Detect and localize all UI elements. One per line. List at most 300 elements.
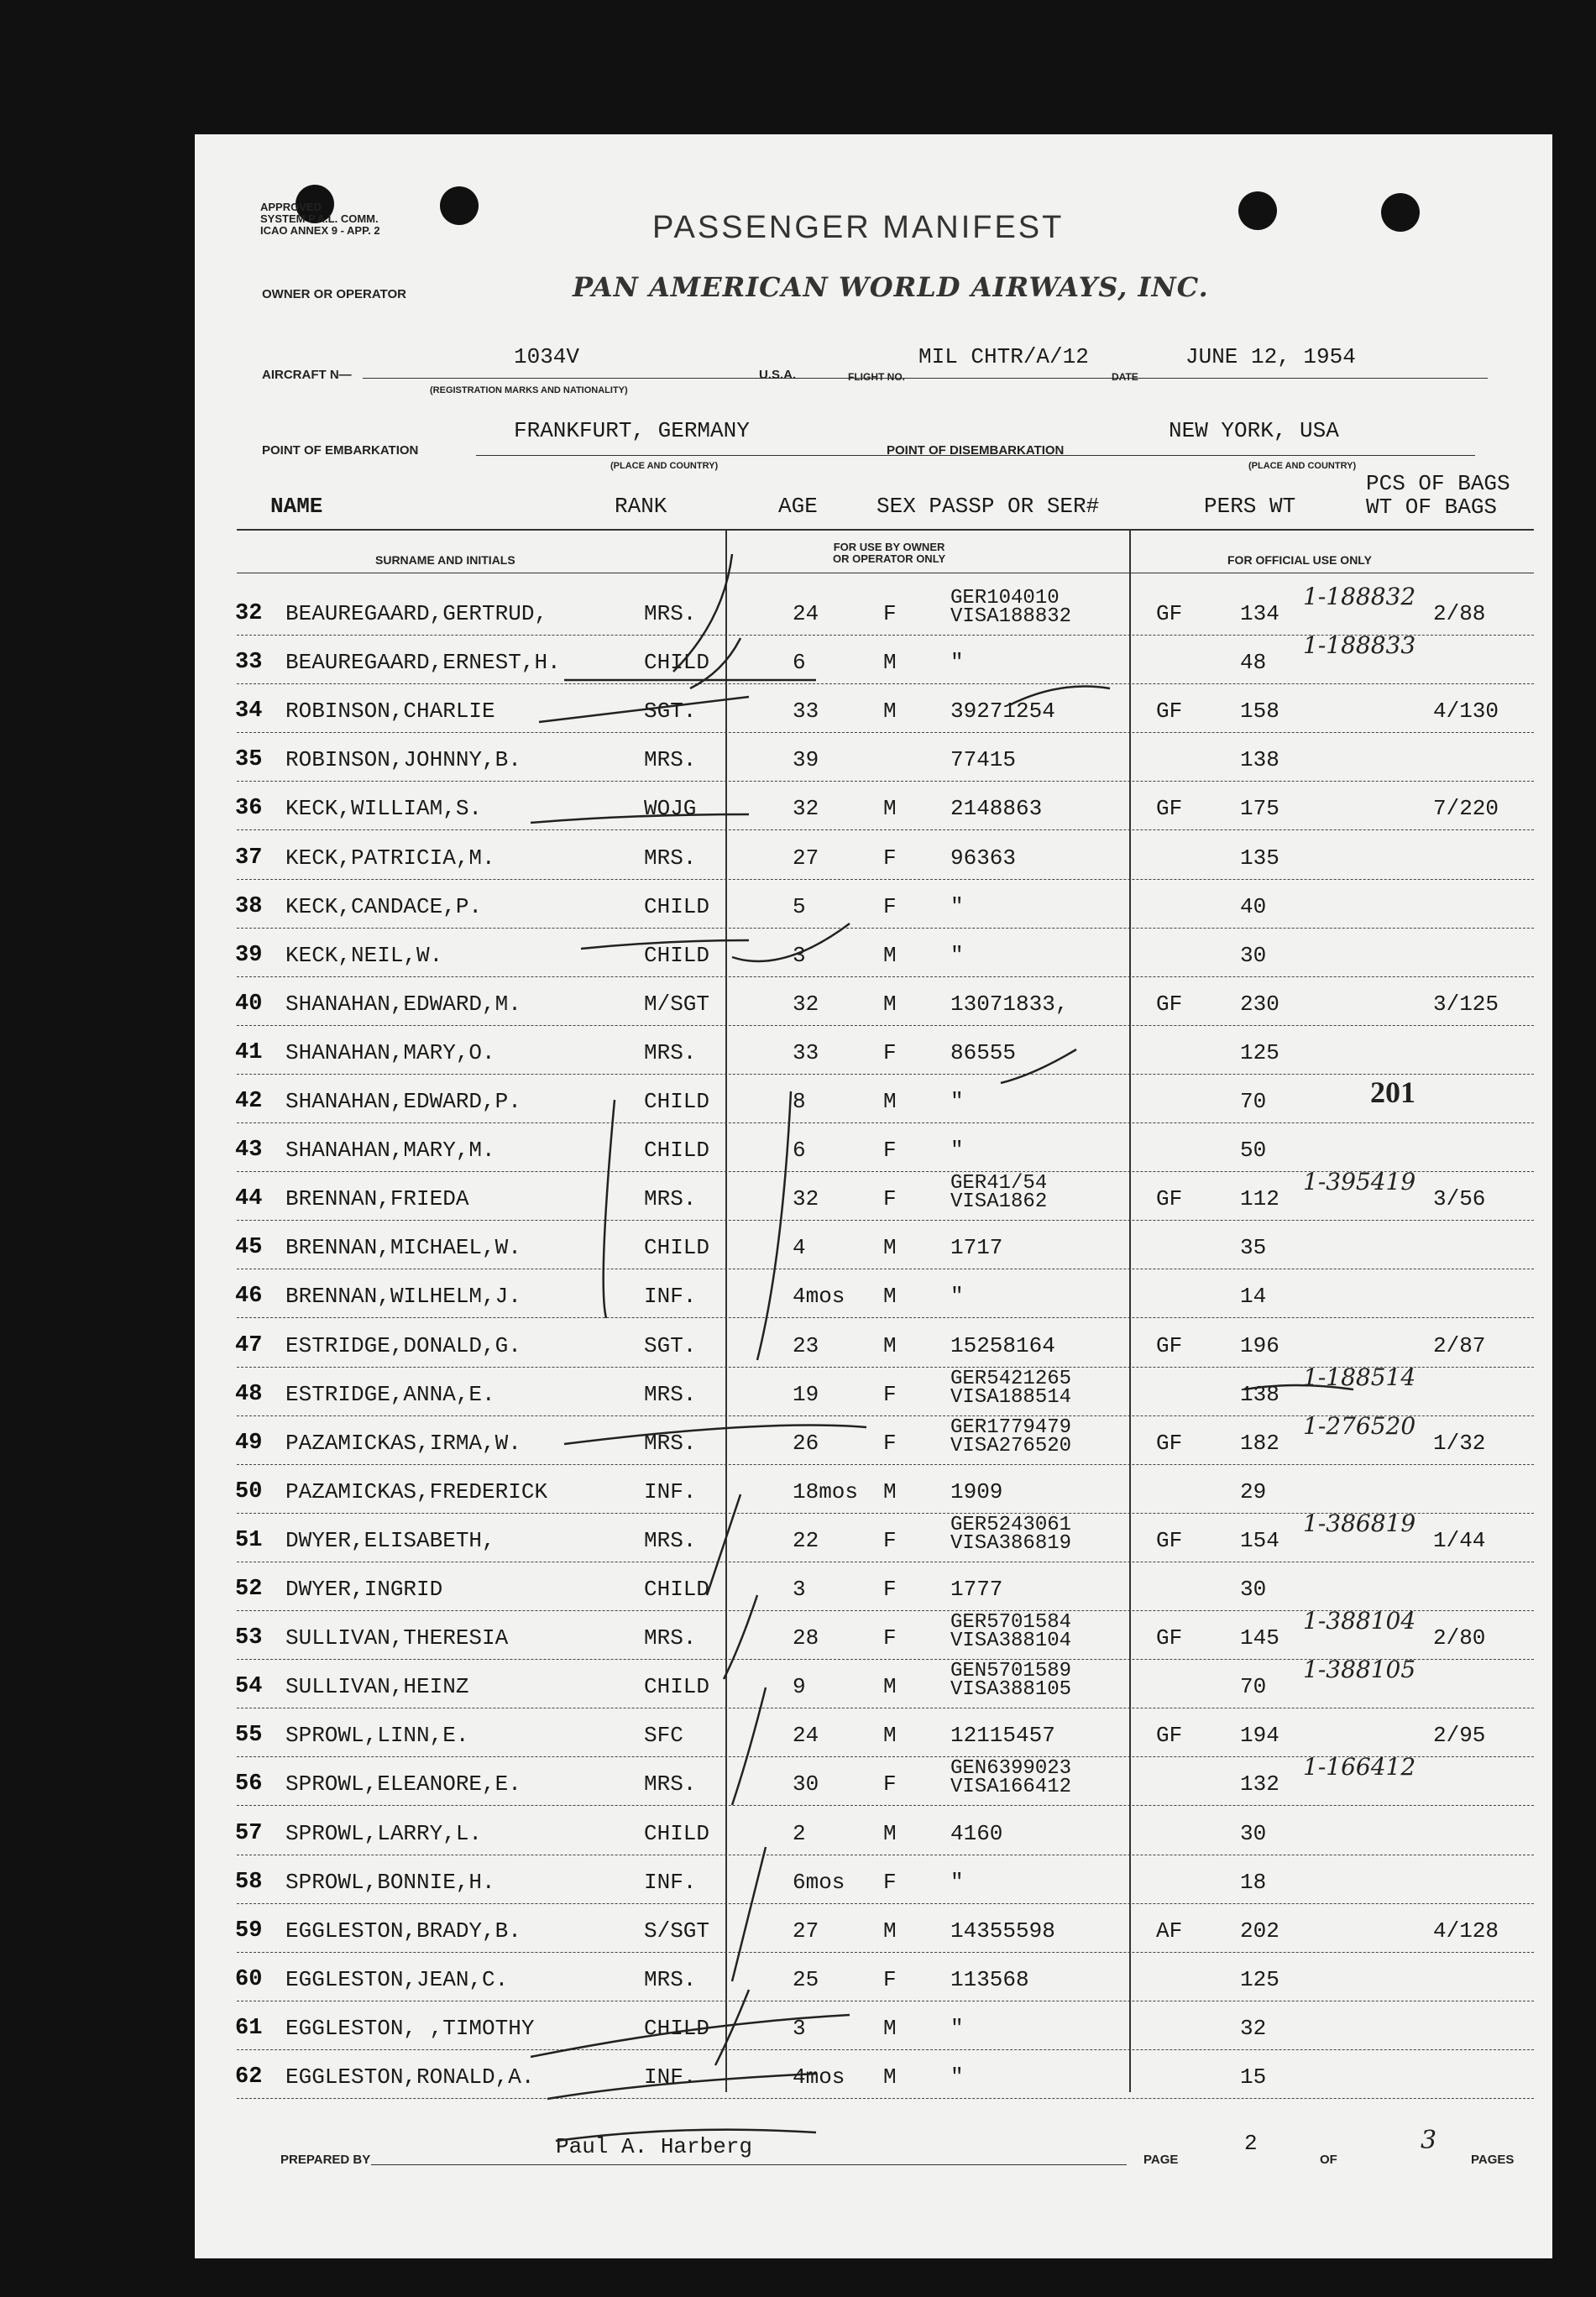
age: 4 (793, 1235, 806, 1261)
usa-label: U.S.A. (759, 368, 797, 382)
sex: M (883, 1089, 897, 1114)
age: 6mos (793, 1869, 845, 1895)
rank: CHILD (644, 1138, 710, 1164)
passport-line-1: " (950, 1138, 964, 1164)
personal-weight: 194 (1240, 1723, 1279, 1749)
row-number: 40 (235, 991, 263, 1017)
passport-number (950, 1235, 1002, 1260)
row-number: 33 (235, 650, 263, 676)
personal-weight: 132 (1240, 1771, 1279, 1797)
passenger-name: SHANAHAN,MARY,O. (285, 1039, 495, 1065)
passport-line-2: VISA166412 (950, 1776, 1072, 1799)
sex: M (883, 1918, 897, 1944)
handwritten-note: 1-388105 (1303, 1656, 1416, 1684)
row-rule (237, 2098, 1534, 2099)
passport-number (950, 650, 964, 675)
row-rule (237, 976, 1534, 977)
passenger-name: SULLIVAN,HEINZ (285, 1674, 469, 1700)
row-rule (237, 1317, 1534, 1318)
passport-line-1: " (950, 2015, 964, 2041)
sex: F (883, 1527, 897, 1553)
place-note-2: (PLACE AND COUNTRY) (1248, 461, 1357, 471)
rank: CHILD (644, 893, 710, 919)
passport-line-1: " (950, 1869, 964, 1895)
rank: CHILD (644, 1577, 710, 1602)
passport-line-1: 1909 (950, 1478, 1003, 1504)
passport-line-1: 1717 (950, 1235, 1003, 1261)
personal-weight: 15 (1240, 2064, 1267, 2090)
passenger-name: KECK,PATRICIA,M. (285, 845, 495, 871)
passport-number (950, 1333, 1055, 1358)
personal-weight: 30 (1240, 1577, 1267, 1602)
passenger-name: ROBINSON,CHARLIE (285, 699, 495, 725)
passenger-name: SPROWL,LINN,E. (285, 1723, 469, 1749)
passport-line-2: VISA388105 (950, 1678, 1072, 1702)
page-label: PAGE (1143, 2153, 1179, 2167)
passenger-name: SHANAHAN,MARY,M. (285, 1138, 495, 1164)
registration-note: (REGISTRATION MARKS AND NATIONALITY) (430, 385, 628, 395)
bags: 4/130 (1433, 699, 1499, 725)
age: 32 (793, 1186, 819, 1212)
sex: M (883, 2015, 897, 2041)
age: 33 (793, 699, 819, 725)
sex: M (883, 1332, 897, 1358)
sex: M (883, 1478, 897, 1504)
passenger-name: PAZAMICKAS,FREDERICK (285, 1478, 548, 1504)
personal-weight: 125 (1240, 1039, 1279, 1065)
sex: F (883, 601, 897, 626)
passenger-name: SULLIVAN,THERESIA (285, 1625, 509, 1651)
row-number: 48 (235, 1381, 263, 1407)
flight-rule (950, 378, 1488, 379)
row-rule (237, 1074, 1534, 1075)
age: 33 (793, 1039, 819, 1065)
page-title: PASSENGER MANIFEST (652, 210, 1065, 245)
passport-line-2: VISA388104 (950, 1630, 1072, 1653)
table-row (195, 1168, 1552, 1228)
passport-number (950, 1138, 964, 1163)
passport-number (950, 1611, 1072, 1653)
handwritten-note: 1-166412 (1303, 1753, 1416, 1782)
passenger-name: EGGLESTON,JEAN,C. (285, 1966, 509, 1992)
sex: M (883, 991, 897, 1017)
passport-line-1: " (950, 1284, 964, 1310)
prepared-rule (371, 2164, 1127, 2165)
passport-number (950, 1757, 1072, 1799)
table-row (195, 631, 1552, 692)
table-row (195, 985, 1552, 1033)
personal-weight: 112 (1240, 1186, 1279, 1212)
aircraft-value: 1034V (514, 344, 580, 369)
table-row (195, 887, 1552, 936)
row-rule (237, 1805, 1534, 1806)
passport-number (950, 845, 1016, 871)
personal-weight: 30 (1240, 942, 1267, 968)
approval-block: APPROVED SYSTEM P.A.L. COMM. ICAO ANNEX 9 - APP. 2 (260, 201, 380, 237)
sex: F (883, 1625, 897, 1651)
passport-number (950, 1918, 1055, 1944)
personal-weight: 48 (1240, 650, 1267, 676)
page-total: 3 (1421, 2126, 1437, 2155)
rank: CHILD (644, 1674, 710, 1700)
col-name: NAME (270, 494, 323, 519)
passport-number (950, 1577, 1002, 1602)
sex: M (883, 1235, 897, 1261)
sub-owner-line-1: FOR USE BY OWNER (833, 541, 945, 553)
date-value: JUNE 12, 1954 (1185, 344, 1356, 369)
row-rule (237, 1122, 1534, 1123)
passport-number (950, 1967, 1029, 1992)
bags: 3/125 (1433, 991, 1499, 1017)
row-rule (237, 829, 1534, 830)
personal-weight: 70 (1240, 1674, 1267, 1700)
passenger-name: SPROWL,LARRY,L. (285, 1820, 483, 1846)
gf-code: AF (1156, 1918, 1183, 1944)
manifest-page (195, 134, 1552, 2258)
passport-number (950, 589, 1071, 626)
bags: 2/95 (1433, 1723, 1486, 1749)
row-number: 45 (235, 1235, 263, 1261)
punch-hole (1381, 193, 1420, 232)
row-number: 54 (235, 1674, 263, 1700)
personal-weight: 138 (1240, 1381, 1279, 1407)
table-row (195, 1228, 1552, 1277)
passport-line-1: 77415 (950, 747, 1017, 773)
age: 24 (793, 601, 819, 626)
age: 4mos (793, 1284, 845, 1310)
table-row (195, 740, 1552, 789)
rank: INF. (644, 1284, 697, 1310)
table-row (195, 1033, 1552, 1082)
personal-weight: 135 (1240, 845, 1279, 871)
row-rule (237, 879, 1534, 880)
table-row (195, 1509, 1552, 1570)
row-number: 44 (235, 1186, 263, 1212)
bags: 2/80 (1433, 1625, 1486, 1651)
sex: M (883, 650, 897, 676)
passenger-name: ROBINSON,JOHNNY,B. (285, 747, 521, 773)
col-bags (1366, 472, 1510, 519)
of-label: OF (1320, 2153, 1337, 2167)
personal-weight: 154 (1240, 1527, 1279, 1553)
passport-number (950, 1723, 1055, 1748)
rank: MRS. (644, 1625, 697, 1651)
gf-code: GF (1156, 991, 1183, 1017)
sex: M (883, 2064, 897, 2090)
passenger-name: BEAUREGAARD,GERTRUD, (285, 601, 548, 626)
sex: F (883, 1577, 897, 1602)
passport-line-1: 86555 (950, 1039, 1017, 1065)
gf-code: GF (1156, 1723, 1183, 1749)
personal-weight: 138 (1240, 747, 1279, 773)
row-rule (237, 2049, 1534, 2050)
passport-number (950, 894, 964, 919)
passport-line-1: 39271254 (950, 699, 1055, 725)
sex: F (883, 1186, 897, 1212)
row-rule (237, 683, 1534, 684)
age: 19 (793, 1381, 819, 1407)
passport-line-1: 14355598 (950, 1918, 1055, 1944)
sub-owner (833, 542, 945, 565)
sex: M (883, 942, 897, 968)
table-row (195, 692, 1552, 740)
passport-line-1: 13071833, (950, 991, 1069, 1017)
row-number: 46 (235, 1284, 263, 1310)
table-row (195, 789, 1552, 838)
row-number: 50 (235, 1478, 263, 1504)
table-row (195, 1912, 1552, 1960)
bags: 3/56 (1433, 1186, 1486, 1212)
passport-line-2: VISA386819 (950, 1531, 1072, 1555)
passport-number (950, 1870, 964, 1895)
prepared-value: Paul A. Harberg (556, 2134, 753, 2159)
gf-code: GF (1156, 1186, 1183, 1212)
row-number: 49 (235, 1430, 263, 1456)
sex: F (883, 1771, 897, 1797)
age: 6 (793, 1138, 806, 1164)
disembark-value: NEW YORK, USA (1169, 418, 1339, 443)
table-row (195, 839, 1552, 887)
row-number: 59 (235, 1918, 263, 1944)
row-number: 57 (235, 1820, 263, 1846)
passport-line-2: VISA188832 (950, 605, 1072, 628)
row-number: 55 (235, 1723, 263, 1749)
age: 8 (793, 1089, 806, 1114)
embark-value: FRANKFURT, GERMANY (514, 418, 750, 443)
personal-weight: 125 (1240, 1966, 1279, 1992)
col-bags-wt: WT OF BAGS (1366, 494, 1498, 520)
row-number: 61 (235, 2015, 263, 2041)
rank: CHILD (644, 1820, 710, 1846)
passenger-name: PAZAMICKAS,IRMA,W. (285, 1430, 521, 1456)
age: 5 (793, 893, 806, 919)
table-row (195, 1082, 1552, 1131)
sex: F (883, 1869, 897, 1895)
col-bags-pcs: PCS OF BAGS (1366, 471, 1510, 496)
sex: F (883, 1138, 897, 1164)
header-rule (237, 529, 1534, 531)
passport-number (950, 1821, 1002, 1846)
age: 18mos (793, 1478, 859, 1504)
gf-code: GF (1156, 1332, 1183, 1358)
passport-number (950, 1040, 1016, 1065)
passenger-name: DWYER,ELISABETH, (285, 1527, 495, 1553)
passport-line-2: VISA1862 (950, 1190, 1048, 1214)
personal-weight: 70 (1240, 1089, 1267, 1114)
gf-code: GF (1156, 601, 1183, 626)
col-rank: RANK (615, 494, 667, 519)
age: 22 (793, 1527, 819, 1553)
passenger-name: SPROWL,BONNIE,H. (285, 1869, 495, 1895)
sex: F (883, 893, 897, 919)
punch-hole (1238, 191, 1277, 230)
place-note-1: (PLACE AND COUNTRY) (610, 461, 719, 471)
row-number: 39 (235, 942, 263, 968)
page-number: 2 (1244, 2131, 1258, 2156)
table-row (195, 2009, 1552, 2058)
rank: MRS. (644, 601, 697, 626)
passport-number (950, 1415, 1072, 1457)
row-number: 41 (235, 1039, 263, 1065)
passport-line-1: 96363 (950, 845, 1017, 871)
row-number: 60 (235, 1966, 263, 1992)
passport-line-1: GER1779479 (950, 1415, 1072, 1439)
col-sex-passp: SEX PASSP OR SER# (876, 494, 1100, 519)
age: 9 (793, 1674, 806, 1700)
age: 27 (793, 1918, 819, 1944)
personal-weight: 32 (1240, 2015, 1267, 2041)
passport-number (950, 699, 1055, 724)
row-rule (237, 1464, 1534, 1465)
sex: F (883, 1430, 897, 1456)
sub-owner-line-2: OR OPERATOR ONLY (833, 552, 946, 565)
personal-weight: 182 (1240, 1430, 1279, 1456)
row-number: 36 (235, 796, 263, 822)
rank: CHILD (644, 2015, 710, 2041)
passport-line-1: 12115457 (950, 1723, 1055, 1749)
sex: M (883, 1674, 897, 1700)
row-number: 35 (235, 747, 263, 773)
age: 28 (793, 1625, 819, 1651)
age: 26 (793, 1430, 819, 1456)
sex: M (883, 796, 897, 822)
row-rule (237, 781, 1534, 782)
gf-code: GF (1156, 796, 1183, 822)
personal-weight: 134 (1240, 601, 1279, 626)
bags: 4/128 (1433, 1918, 1499, 1944)
gf-code: GF (1156, 1625, 1183, 1651)
rank: CHILD (644, 942, 710, 968)
passport-number (950, 992, 1068, 1017)
personal-weight: 145 (1240, 1625, 1279, 1651)
age: 2 (793, 1820, 806, 1846)
passport-line-1: GER104010 (950, 587, 1060, 610)
rank: INF. (644, 1478, 697, 1504)
company-name: PAN AMERICAN WORLD AIRWAYS, INC. (573, 271, 1209, 303)
handwritten-note: 1-386819 (1303, 1509, 1416, 1537)
handwritten-note: 1-388104 (1303, 1607, 1416, 1635)
row-number: 52 (235, 1577, 263, 1602)
personal-weight: 35 (1240, 1235, 1267, 1261)
row-rule (237, 1220, 1534, 1221)
rank: CHILD (644, 1235, 710, 1261)
passenger-name: BRENNAN,WILHELM,J. (285, 1284, 521, 1310)
passenger-name: KECK,NEIL,W. (285, 942, 443, 968)
row-number: 43 (235, 1138, 263, 1164)
personal-weight: 40 (1240, 893, 1267, 919)
passport-line-1: " (950, 2064, 964, 2090)
rank: CHILD (644, 1089, 710, 1114)
row-rule (237, 1025, 1534, 1026)
rank: SGT. (644, 1332, 697, 1358)
bags: 2/88 (1433, 601, 1486, 626)
embark-label: POINT OF EMBARKATION (262, 443, 419, 458)
rank: CHILD (644, 650, 710, 676)
passport-line-1: GER5243061 (950, 1513, 1072, 1536)
row-number: 56 (235, 1771, 263, 1797)
age: 3 (793, 1577, 806, 1602)
col-pers-wt: PERS WT (1204, 494, 1296, 519)
passenger-name: SHANAHAN,EDWARD,M. (285, 991, 521, 1017)
rank: MRS. (644, 1966, 697, 1992)
table-row (195, 1411, 1552, 1473)
personal-weight: 196 (1240, 1332, 1279, 1358)
passport-line-1: 113568 (950, 1966, 1029, 1992)
sub-surname: SURNAME AND INITIALS (375, 553, 515, 567)
age: 25 (793, 1966, 819, 1992)
passenger-name: BRENNAN,MICHAEL,W. (285, 1235, 521, 1261)
sex: F (883, 845, 897, 871)
passenger-name: KECK,WILLIAM,S. (285, 796, 483, 822)
passport-line-1: 15258164 (950, 1332, 1055, 1358)
sub-official: FOR OFFICIAL USE ONLY (1227, 553, 1372, 567)
age: 32 (793, 796, 819, 822)
age: 4mos (793, 2064, 845, 2090)
rank: SGT. (644, 699, 697, 725)
personal-weight: 50 (1240, 1138, 1267, 1164)
rank: MRS. (644, 1039, 697, 1065)
sex: F (883, 1039, 897, 1065)
table-row (195, 1814, 1552, 1863)
rank: M/SGT (644, 991, 710, 1017)
passport-number (950, 2016, 964, 2041)
row-number: 51 (235, 1527, 263, 1553)
rank: S/SGT (644, 1918, 710, 1944)
passenger-name: KECK,CANDACE,P. (285, 893, 483, 919)
passport-number (950, 943, 964, 968)
table-row (195, 1753, 1552, 1813)
passport-line-1: 4160 (950, 1820, 1003, 1846)
personal-weight: 175 (1240, 796, 1279, 822)
gf-code: GF (1156, 1527, 1183, 1553)
passport-line-2: VISA276520 (950, 1434, 1072, 1457)
passport-line-1: " (950, 650, 964, 676)
row-rule (237, 732, 1534, 733)
row-number: 37 (235, 845, 263, 871)
bags: 2/87 (1433, 1332, 1486, 1358)
age: 6 (793, 650, 806, 676)
passenger-name: EGGLESTON, ,TIMOTHY (285, 2015, 535, 2041)
age: 39 (793, 747, 819, 773)
passport-number (950, 1284, 964, 1309)
personal-weight: 158 (1240, 699, 1279, 725)
passenger-name: EGGLESTON,BRADY,B. (285, 1918, 521, 1944)
rank: MRS. (644, 1430, 697, 1456)
row-number: 42 (235, 1089, 263, 1114)
row-number: 58 (235, 1869, 263, 1895)
personal-weight: 230 (1240, 991, 1279, 1017)
passenger-name: SHANAHAN,EDWARD,P. (285, 1089, 521, 1114)
table-row (195, 1863, 1552, 1912)
age: 27 (793, 845, 819, 871)
passport-line-1: " (950, 942, 964, 968)
handwritten-note: 1-188833 (1303, 631, 1416, 660)
table-row (195, 1277, 1552, 1326)
personal-weight: 29 (1240, 1478, 1267, 1504)
bags: 7/220 (1433, 796, 1499, 822)
gf-code: GF (1156, 1430, 1183, 1456)
passport-line-1: " (950, 893, 964, 919)
rank: MRS. (644, 1186, 697, 1212)
passport-line-1: 1777 (950, 1577, 1003, 1602)
passport-line-1: 2148863 (950, 796, 1043, 822)
personal-weight: 30 (1240, 1820, 1267, 1846)
passport-number (950, 1660, 1072, 1702)
flight-label: FLIGHT NO. (848, 371, 905, 383)
passport-number (950, 796, 1042, 821)
passport-line-1: GEN6399023 (950, 1757, 1072, 1781)
row-number: 47 (235, 1332, 263, 1358)
